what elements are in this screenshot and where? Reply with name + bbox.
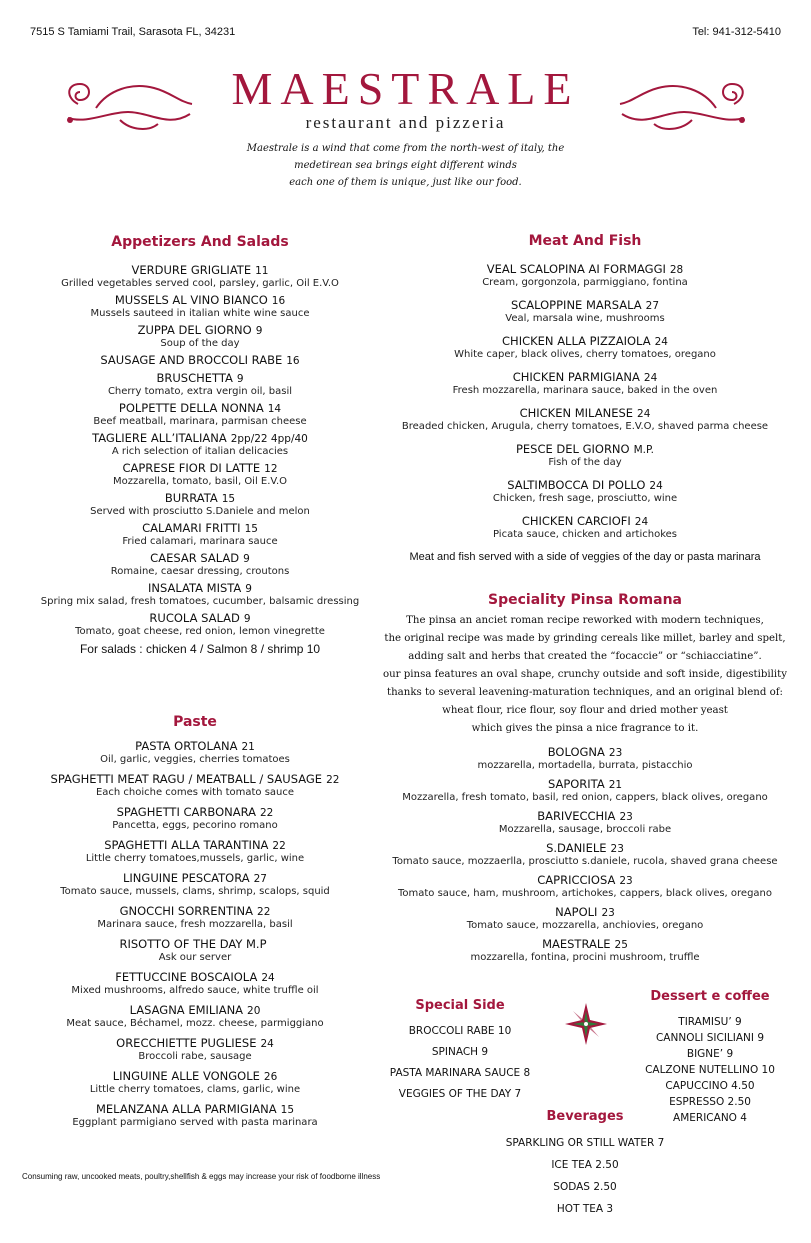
dish-price: 28 bbox=[669, 264, 684, 276]
menu-item-name bbox=[375, 335, 795, 349]
menu-item-name bbox=[25, 905, 365, 919]
menu-item bbox=[30, 372, 370, 398]
menu-item-name bbox=[25, 773, 365, 787]
menu-item bbox=[25, 773, 365, 799]
dish-description: mozzarella, fontina, procini mushroom, truffle bbox=[470, 952, 700, 963]
beverages-item: HOT TEA 3 bbox=[556, 1203, 614, 1215]
salad-addons: For salads : chicken 4 / Salmon 8 / shrimp 10 bbox=[79, 642, 321, 656]
menu-item-name bbox=[25, 806, 365, 820]
menu-item bbox=[375, 874, 795, 900]
dish-price: 15 bbox=[280, 1104, 295, 1116]
dessert-item: ESPRESSO 2.50 bbox=[669, 1096, 751, 1108]
dish-price: 22 bbox=[260, 807, 274, 819]
menu-item-name bbox=[25, 839, 365, 853]
dish-name: CAPRESE FIOR DI LATTE bbox=[122, 461, 261, 475]
dish-name: VERDURE GRIGLIATE bbox=[131, 263, 252, 277]
dish-price: 9 bbox=[236, 373, 244, 385]
dish-description: Mozzarella, fresh tomato, basil, red onion, cappers, black olives, oregano bbox=[402, 792, 768, 803]
menu-item bbox=[30, 492, 370, 518]
dish-price: 23 bbox=[619, 811, 633, 823]
dish-name: SPAGHETTI CARBONARA bbox=[116, 805, 256, 819]
menu-item bbox=[375, 515, 795, 541]
dessert-item: BIGNE’ 9 bbox=[686, 1048, 734, 1060]
pinsa-intro-line: which gives the pinsa a nice fragrance to it. bbox=[471, 723, 699, 734]
dish-description: Fresh mozzarella, marinara sauce, baked in the oven bbox=[452, 385, 718, 396]
dish-price: 16 bbox=[286, 355, 300, 367]
menu-item bbox=[375, 443, 795, 469]
dish-price: 21 bbox=[608, 779, 623, 791]
section-title: Speciality Pinsa Romana bbox=[488, 592, 682, 608]
dish-name: SPAGHETTI MEAT RAGU / MEATBALL / SAUSAGE bbox=[50, 772, 323, 786]
dish-price: 9 bbox=[245, 583, 252, 595]
dish-name: CHICKEN PARMIGIANA bbox=[512, 370, 640, 384]
dish-description: Picata sauce, chicken and artichokes bbox=[492, 529, 678, 540]
restaurant-address: 7515 S Tamiami Trail, Sarasota FL, 34231 bbox=[30, 26, 236, 38]
dish-description: Soup of the day bbox=[160, 338, 240, 349]
dish-description: Eggplant parmigiano served with pasta marinara bbox=[72, 1117, 318, 1128]
dish-name: SAUSAGE AND BROCCOLI RABE bbox=[100, 353, 283, 367]
menu-item-name bbox=[30, 552, 370, 566]
menu-item-name bbox=[25, 971, 365, 985]
section-title: Paste bbox=[173, 714, 217, 730]
dish-description: Broccoli rabe, sausage bbox=[138, 1051, 252, 1062]
dish-price: 16 bbox=[271, 295, 286, 307]
menu-item-name bbox=[30, 582, 370, 596]
beverages-item: SPARKLING OR STILL WATER 7 bbox=[505, 1137, 665, 1149]
dish-price: 14 bbox=[267, 403, 282, 415]
dish-description: Marinara sauce, fresh mozzarella, basil bbox=[97, 919, 293, 930]
paste-section bbox=[25, 714, 365, 1136]
tagline-line: medetirean sea brings eight different winds bbox=[294, 160, 517, 171]
dish-name: CAESAR SALAD bbox=[150, 551, 240, 565]
menu-item-name bbox=[30, 462, 370, 476]
menu-item-name bbox=[375, 746, 795, 760]
menu-item-name bbox=[30, 432, 370, 446]
dish-price: 24 bbox=[634, 516, 649, 528]
menu-item-name bbox=[375, 810, 795, 824]
dish-description: Spring mix salad, fresh tomatoes, cucumber, balsamic dressing bbox=[40, 596, 360, 607]
dish-description: Breaded chicken, Arugula, cherry tomatoes, E.V.O, shaved parma cheese bbox=[401, 421, 769, 432]
menu-item bbox=[25, 872, 365, 898]
dish-price: 22 bbox=[272, 840, 286, 852]
foodborne-warning: Consuming raw, uncooked meats, poultry,shellfish & eggs may increase your risk of foodborne illness bbox=[22, 1172, 381, 1181]
menu-item bbox=[30, 264, 370, 290]
dish-name: MUSSELS AL VINO BIANCO bbox=[114, 293, 268, 307]
dish-name: SAPORITA bbox=[547, 777, 605, 791]
dish-description: Beef meatball, marinara, parmisan cheese bbox=[93, 416, 307, 427]
menu-item-name bbox=[375, 778, 795, 792]
section-title: Appetizers And Salads bbox=[111, 234, 289, 250]
dish-name: ORECCHIETTE PUGLIESE bbox=[116, 1036, 257, 1050]
pinsa-intro-line: our pinsa features an oval shape, crunchy outside and soft inside, digestibility bbox=[382, 669, 788, 680]
menu-item bbox=[375, 263, 795, 289]
dish-price: 23 bbox=[619, 875, 633, 887]
pinsa-intro-line: The pinsa an anciet roman recipe reworked with modern techniques, bbox=[406, 615, 764, 626]
menu-item bbox=[375, 371, 795, 397]
sides-item: VEGGIES OF THE DAY 7 bbox=[398, 1088, 522, 1100]
menu-item-name bbox=[375, 938, 795, 952]
sides-section bbox=[375, 998, 545, 1105]
menu-item bbox=[25, 839, 365, 865]
pinsa-intro-line: thanks to several leavening-maturation techniques, and an original blend of: bbox=[387, 687, 783, 698]
menu-item-name bbox=[25, 1037, 365, 1051]
menu-item bbox=[375, 778, 795, 804]
dish-name: NAPOLI bbox=[555, 905, 598, 919]
dish-name: ZUPPA DEL GIORNO bbox=[137, 323, 252, 337]
dish-name: CHICKEN MILANESE bbox=[519, 406, 634, 420]
dish-name: INSALATA MISTA bbox=[148, 581, 242, 595]
dish-price: M.P. bbox=[633, 444, 655, 456]
menu-item-name bbox=[30, 402, 370, 416]
menu-item-name bbox=[25, 938, 365, 952]
menu-item bbox=[25, 806, 365, 832]
beverages-item: SODAS 2.50 bbox=[553, 1181, 617, 1193]
menu-item-name bbox=[30, 612, 370, 626]
dish-name: POLPETTE DELLA NONNA bbox=[118, 401, 264, 415]
dish-name: RISOTTO OF THE DAY M.P bbox=[119, 937, 267, 951]
compass-star-icon bbox=[565, 1003, 607, 1045]
dish-description: Tomato sauce, mussels, clams, shrimp, scalops, squid bbox=[60, 886, 330, 897]
dish-description: Tomato sauce, ham, mushroom, artichokes, cappers, black olives, oregano bbox=[397, 888, 773, 899]
dish-description: Little cherry tomatoes, clams, garlic, wine bbox=[89, 1084, 301, 1095]
pinsa-intro-line: the original recipe was made by grinding cereals like millet, barley and spelt, bbox=[384, 633, 786, 644]
menu-item bbox=[375, 906, 795, 932]
dessert-section bbox=[630, 989, 790, 1126]
dish-description: Tomato, goat cheese, red onion, lemon vinegrette bbox=[75, 626, 325, 637]
dish-description: Cream, gorgonzola, parmiggiano, fontina bbox=[482, 277, 688, 288]
dish-description: White caper, black olives, cherry tomatoes, oregano bbox=[454, 349, 716, 360]
dish-description: Fish of the day bbox=[548, 457, 622, 468]
menu-item-name bbox=[25, 1103, 365, 1117]
dish-description: Oil, garlic, veggies, cherries tomatoes bbox=[100, 754, 290, 765]
dish-description: Romaine, caesar dressing, croutons bbox=[110, 566, 290, 577]
menu-item-name bbox=[30, 522, 370, 536]
dish-name: MAESTRALE bbox=[542, 937, 611, 951]
dish-description: A rich selection of italian delicacies bbox=[111, 446, 289, 457]
dish-price: 24 bbox=[643, 372, 658, 384]
section-title: Meat And Fish bbox=[528, 233, 642, 249]
menu-item bbox=[375, 810, 795, 836]
dish-price: 9 bbox=[255, 325, 263, 337]
dish-description: Veal, marsala wine, mushrooms bbox=[505, 313, 665, 324]
dish-name: CAPRICCIOSA bbox=[537, 873, 616, 887]
menu-item-name bbox=[375, 515, 795, 529]
menu-item-name bbox=[375, 479, 795, 493]
dish-price: 27 bbox=[645, 300, 660, 312]
dish-description: Little cherry tomatoes,mussels, garlic, wine bbox=[85, 853, 305, 864]
dish-price: 15 bbox=[244, 523, 258, 535]
menu-item-name bbox=[375, 874, 795, 888]
dish-description: Meat sauce, Béchamel, mozz. cheese, parmiggiano bbox=[66, 1018, 324, 1029]
menu-item bbox=[375, 842, 795, 868]
dish-name: PASTA ORTOLANA bbox=[135, 739, 238, 753]
menu-item-name bbox=[375, 371, 795, 385]
dish-description: Chicken, fresh sage, prosciutto, wine bbox=[492, 493, 678, 504]
menu-item bbox=[25, 1037, 365, 1063]
dish-name: BRUSCHETTA bbox=[156, 371, 233, 385]
dish-name: RUCOLA SALAD bbox=[149, 611, 240, 625]
menu-item-name bbox=[25, 872, 365, 886]
menu-item bbox=[375, 479, 795, 505]
sides-item: PASTA MARINARA SAUCE 8 bbox=[389, 1067, 531, 1079]
tagline-line: each one of them is unique, just like our food. bbox=[289, 177, 522, 188]
dish-name: LINGUINE ALLE VONGOLE bbox=[112, 1069, 260, 1083]
dish-price: 15 bbox=[221, 493, 236, 505]
restaurant-phone: Tel: 941-312-5410 bbox=[692, 26, 781, 38]
menu-item bbox=[375, 746, 795, 772]
menu-item bbox=[25, 1103, 365, 1129]
dish-description: Fried calamari, marinara sauce bbox=[122, 536, 278, 547]
menu-item-name bbox=[30, 372, 370, 386]
dish-price: 23 bbox=[608, 747, 623, 759]
menu-item bbox=[30, 354, 370, 368]
dish-name: S.DANIELE bbox=[546, 841, 607, 855]
dish-price: 23 bbox=[601, 907, 615, 919]
dish-price: 24 bbox=[637, 408, 651, 420]
dish-description: mozzarella, mortadella, burrata, pistacchio bbox=[477, 760, 693, 771]
dish-name: CHICKEN CARCIOFI bbox=[521, 514, 631, 528]
menu-item-name bbox=[375, 443, 795, 457]
dish-price: 9 bbox=[243, 613, 251, 625]
dish-name: LINGUINE PESCATORA bbox=[123, 871, 250, 885]
dish-description: Ask our server bbox=[158, 952, 232, 963]
dish-description: Tomato sauce, mozzaerlla, prosciutto s.daniele, rucola, shaved grana cheese bbox=[392, 856, 778, 867]
menu-item-name bbox=[375, 906, 795, 920]
menu-item-name bbox=[375, 263, 795, 277]
dish-price: 22 bbox=[257, 906, 271, 918]
section-title: Beverages bbox=[546, 1109, 624, 1124]
menu-item bbox=[30, 402, 370, 428]
beverages-item: ICE TEA 2.50 bbox=[551, 1159, 619, 1171]
dish-price: 11 bbox=[255, 265, 269, 277]
menu-item bbox=[375, 407, 795, 433]
dish-description: Mussels sauteed in italian white wine sauce bbox=[90, 308, 310, 319]
pinsa-intro-line: wheat flour, rice flour, soy flour and dried mother yeast bbox=[442, 705, 728, 716]
menu-item-name bbox=[25, 740, 365, 754]
menu-item bbox=[25, 740, 365, 766]
dish-name: FETTUCCINE BOSCAIOLA bbox=[115, 970, 258, 984]
menu-item-name bbox=[375, 842, 795, 856]
dish-description: Served with prosciutto S.Daniele and melon bbox=[90, 506, 310, 517]
dish-name: BARIVECCHIA bbox=[537, 809, 616, 823]
dish-name: MELANZANA ALLA PARMIGIANA bbox=[95, 1102, 277, 1116]
restaurant-name: MAESTRALE bbox=[231, 63, 580, 114]
menu-item bbox=[375, 335, 795, 361]
dish-name: CHICKEN ALLA PIZZAIOLA bbox=[502, 334, 651, 348]
menu-item-name bbox=[30, 492, 370, 506]
dish-description: Cherry tomato, extra vergin oil, basil bbox=[107, 386, 293, 397]
sides-item: SPINACH 9 bbox=[431, 1046, 489, 1058]
menu-item bbox=[30, 582, 370, 608]
dish-price: 12 bbox=[264, 463, 278, 475]
menu-item bbox=[30, 294, 370, 320]
tagline-line: Maestrale is a wind that come from the north-west of italy, the bbox=[246, 143, 565, 154]
dish-price: 9 bbox=[243, 553, 250, 565]
dish-name: VEAL SCALOPINA AI FORMAGGI bbox=[486, 262, 666, 276]
dish-name: PESCE DEL GIORNO bbox=[515, 442, 630, 456]
dessert-item: CANNOLI SICILIANI 9 bbox=[655, 1032, 765, 1044]
dish-name: GNOCCHI SORRENTINA bbox=[119, 904, 254, 918]
menu-item-name bbox=[30, 354, 370, 368]
restaurant-subtitle: restaurant and pizzeria bbox=[305, 113, 506, 132]
menu-item bbox=[25, 1004, 365, 1030]
menu-item bbox=[375, 938, 795, 964]
menu-item bbox=[25, 1070, 365, 1096]
dish-name: BOLOGNA bbox=[547, 745, 605, 759]
dessert-item: CAPUCCINO 4.50 bbox=[665, 1080, 755, 1092]
dish-description: Grilled vegetables served cool, parsley, garlic, Oil E.V.O bbox=[61, 278, 339, 289]
pinsa-section bbox=[375, 592, 795, 970]
menu-item bbox=[30, 462, 370, 488]
dish-price: 21 bbox=[241, 741, 255, 753]
dish-price: 2pp/22 4pp/40 bbox=[230, 433, 308, 445]
dish-name: CALAMARI FRITTI bbox=[142, 521, 241, 535]
section-title: Dessert e coffee bbox=[650, 989, 770, 1004]
menu-item bbox=[25, 905, 365, 931]
menu-item-name bbox=[25, 1004, 365, 1018]
dish-description: Mozzarella, tomato, basil, Oil E.V.O bbox=[112, 476, 288, 487]
menu-item-name bbox=[30, 324, 370, 338]
dish-name: SALTIMBOCCA DI POLLO bbox=[507, 478, 646, 492]
dish-name: LASAGNA EMILIANA bbox=[129, 1003, 244, 1017]
dish-name: BURRATA bbox=[164, 491, 218, 505]
dessert-item: TIRAMISU’ 9 bbox=[678, 1016, 742, 1028]
menu-item bbox=[30, 432, 370, 458]
dish-price: 24 bbox=[649, 480, 663, 492]
sides-item: BROCCOLI RABE 10 bbox=[408, 1025, 512, 1037]
dish-name: SCALOPPINE MARSALA bbox=[510, 298, 642, 312]
menu-item-name bbox=[30, 264, 370, 278]
menu-item-name bbox=[375, 299, 795, 313]
dish-price: 24 bbox=[654, 336, 668, 348]
menu-item bbox=[375, 299, 795, 325]
menu-item bbox=[30, 324, 370, 350]
menu-item bbox=[30, 552, 370, 578]
dessert-item: AMERICANO 4 bbox=[673, 1112, 747, 1124]
menu-item bbox=[30, 612, 370, 638]
menu-item-name bbox=[25, 1070, 365, 1084]
dish-price: 22 bbox=[326, 774, 340, 786]
dish-price: 25 bbox=[614, 939, 628, 951]
dish-price: 26 bbox=[263, 1071, 278, 1083]
dish-price: 24 bbox=[260, 1038, 274, 1050]
dish-price: 23 bbox=[610, 843, 624, 855]
dish-description: Mozzarella, sausage, broccoli rabe bbox=[498, 824, 672, 835]
menu-item bbox=[25, 938, 365, 964]
meat-note: Meat and fish served with a side of veggies of the day or pasta marinara bbox=[409, 551, 761, 563]
menu-item-name bbox=[375, 407, 795, 421]
dish-name: SPAGHETTI ALLA TARANTINA bbox=[104, 838, 269, 852]
meat-section bbox=[375, 233, 795, 563]
section-title: Special Side bbox=[415, 998, 505, 1013]
menu-item-name bbox=[30, 294, 370, 308]
dish-price: 27 bbox=[253, 873, 267, 885]
dish-price: 24 bbox=[261, 972, 275, 984]
dish-description: Each choiche comes with tomato sauce bbox=[95, 787, 295, 798]
menu-item bbox=[30, 522, 370, 548]
beverages-section bbox=[480, 1109, 690, 1220]
dish-price: 20 bbox=[247, 1005, 261, 1017]
pinsa-intro-line: adding salt and herbs that created the “focaccie” or “schiacciatine”. bbox=[408, 651, 762, 662]
appetizers-section bbox=[30, 234, 370, 656]
dish-description: Pancetta, eggs, pecorino romano bbox=[112, 820, 278, 831]
dish-name: TAGLIERE ALL’ITALIANA bbox=[92, 431, 227, 445]
dessert-item: CALZONE NUTELLINO 10 bbox=[645, 1064, 775, 1076]
dish-description: Tomato sauce, mozzarella, anchiovies, oregano bbox=[466, 920, 704, 931]
menu-item bbox=[25, 971, 365, 997]
dish-description: Mixed mushrooms, alfredo sauce, white truffle oil bbox=[71, 985, 319, 996]
